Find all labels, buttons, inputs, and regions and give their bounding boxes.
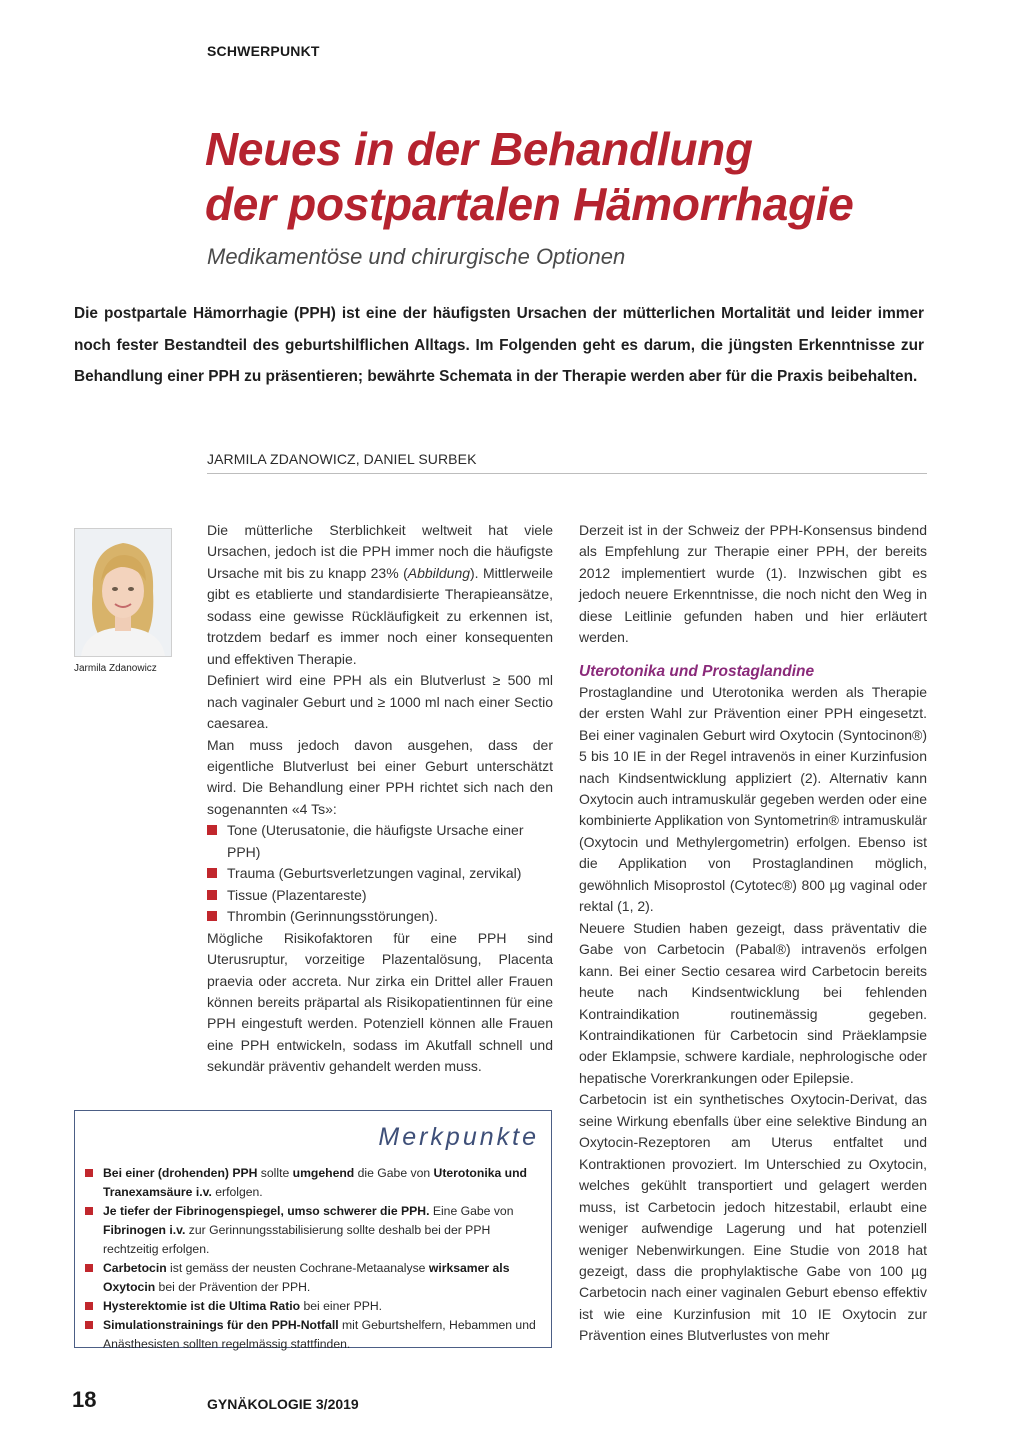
portrait-image [75, 529, 171, 656]
four-ts-list [207, 820, 553, 927]
author-line: JARMILA ZDANOWICZ, DANIEL SURBEK [207, 451, 477, 467]
journal-issue: GYNÄKOLOGIE 3/2019 [207, 1396, 359, 1412]
paragraph: Definiert wird eine PPH als ein Blutverlust ≥ 500 ml nach vaginaler Geburt und ≥ 1000 ml nach einer Sectio caesarea. [207, 672, 553, 732]
section-label: SCHWERPUNKT [207, 43, 320, 59]
paragraph: Man muss jedoch davon ausgehen, dass der eigentliche Blutverlust bei einer Geburt unterschätzt wird. Die Behandlung einer PPH richtet sich nach den sogenannten «4 Ts»: [207, 736, 553, 817]
section-heading: Uterotonika und Prostaglandine [579, 662, 815, 680]
key-point: Carbetocin ist gemäss der neusten Cochrane-Metaanalyse wirksamer als Oxytocin bei der Prävention der PPH. [85, 1259, 543, 1297]
list-item: Tissue (Plazentareste) [207, 885, 553, 906]
key-point: Simulationstrainings für den PPH-Notfall mit Geburtshelfern, Hebammen und Anästhesisten sollten regelmässig stattfinden. [85, 1316, 543, 1354]
key-point: Hysterektomie ist die Ultima Ratio bei einer PPH. [85, 1297, 543, 1316]
text-run: ). Mittlerweile gibt es etablierte und standardisierte Therapieansätze, sodass eine gewisse Rückläufigkeit zu erkennen ist, trotzdem bedarf es immer noch einer konsequenten und effektiven Therapie. [207, 564, 553, 667]
paragraph: Mögliche Risikofaktoren für eine PPH sind Uterusruptur, vorzeitige Plazentalösung, Placenta praevia oder accreta. Nur zirka ein Drittel aller Frauen können bereits präpartal als Risikopatientinnen für eine PPH eingestuft werden. Potenziell können alle Frauen eine PPH entwickeln, sodass im Akutfall schnell und sekundär präventiv gehandelt werden muss. [207, 929, 553, 1075]
column-1 [207, 520, 553, 1078]
page-number: 18 [72, 1387, 97, 1412]
author-photo [74, 528, 172, 657]
list-item: Trauma (Geburtsverletzungen vaginal, zervikal) [207, 863, 553, 884]
key-points-list [85, 1164, 543, 1354]
figure-reference: Abbildung [407, 564, 471, 581]
article-title [205, 122, 985, 232]
text-run: Die mütterliche Sterblichkeit weltweit hat viele Ursachen, jedoch ist die PPH immer noch die häufigste Ursache mit bis zu knapp 23% ( [207, 522, 553, 581]
article-subtitle: Medikamentöse und chirurgische Optionen [207, 244, 626, 269]
key-points-box [74, 1110, 552, 1351]
paragraph: Prostaglandine und Uterotonika werden als Therapie der ersten Wahl zur Prävention einer PPH eingesetzt. Bei einer vaginalen Geburt wird Oxytocin (Syntocinon®) 5 bis 10 IE in der Regel intravenös in einer Kurzinfusion nach Kindsentwicklung appliziert (2). Alternativ kann Oxytocin auch intramuskulär gegeben werden oder eine kombinierte Applikation von Syntometrin® intramuskulär (Oxytocin und Methylergometrin) erfolgen. Ebenso ist die Applikation von Prostaglandinen möglich, gewöhnlich Misoprostol (Cytotec®) 800 µg vaginal oder rektal (1, 2). [579, 683, 927, 915]
title-line-1: Neues in der Behandlung [205, 123, 753, 175]
key-point: Je tiefer der Fibrinogenspiegel, umso schwerer die PPH. Eine Gabe von Fibrinogen i.v. zur Gerinnungsstabilisierung sollte deshalb bei der PPH rechtzeitig erfolgen. [85, 1202, 543, 1259]
paragraph: Neuere Studien haben gezeigt, dass präventativ die Gabe von Carbetocin (Pabal®) intravenös erfolgen kann. Bei einer Sectio cesarea wird Carbetocin bereits heute nach Kindsentwicklung bei fehlenden Kontraindikation routinemässig gegeben. Kontraindikationen für Carbetocin sind Präeklampsie oder Eklampsie, schwere kardiale, nephrologische oder hepatische Vorerkrankungen oder Epilepsie. [579, 919, 927, 1086]
paragraph: Derzeit ist in der Schweiz der PPH-Konsensus bindend als Empfehlung zur Therapie einer PPH, der bereits 2012 implementiert wurde (1). Inzwischen gibt es jedoch neuere Erkenntnisse, die noch nicht den Weg in diese Leitlinie gefunden haben und hier erläutert werden. [579, 522, 927, 646]
key-points-title: Merkpunkte [378, 1123, 539, 1151]
list-item: Tone (Uterusatonie, die häufigste Ursache einer PPH) [207, 820, 553, 863]
paragraph: Carbetocin ist ein synthetisches Oxytocin-Derivat, das seine Wirkung ebenfalls über eine selektive Bindung an Oxytocin-Rezeptoren am Uterus entfaltet und Kontraktionen provoziert. Im Unterschied zu Oxytocin, welches gekühlt transportiert und gelagert werden muss, ist Carbetocin jedoch hitzestabil, erlaubt eine weniger aufwendige Lagerung und hat potenziell weniger Nebenwirkungen. Eine Studie von 2018 hat gezeigt, dass die prophylaktische Gabe von 100 µg Carbetocin nach einer vaginalen Geburt ebenso effektiv ist wie eine Kurzinfusion mit 10 IE Oxytocin zur Prävention eines Blutverlustes von mehr [579, 1091, 927, 1344]
lead-paragraph: Die postpartale Hämorrhagie (PPH) ist eine der häufigsten Ursachen der mütterlichen Mortalität und leider immer noch fester Bestandteil des geburtshilflichen Alltags. Im Folgenden geht es darum, die jüngsten Erkenntnisse zur Behandlung einer PPH zu präsentieren; bewährte Schemata in der Therapie werden aber für die Praxis beibehalten. [74, 305, 924, 385]
photo-caption: Jarmila Zdanowicz [74, 663, 157, 674]
list-item: Thrombin (Gerinnungsstörungen). [207, 906, 553, 927]
key-point: Bei einer (drohenden) PPH sollte umgehend die Gabe von Uterotonika und Tranexamsäure i.v. erfolgen. [85, 1164, 543, 1202]
paragraph [207, 520, 553, 670]
column-2 [579, 520, 927, 1347]
divider-rule [207, 473, 927, 474]
title-line-2: der postpartalen Hämorrhagie [205, 178, 854, 230]
